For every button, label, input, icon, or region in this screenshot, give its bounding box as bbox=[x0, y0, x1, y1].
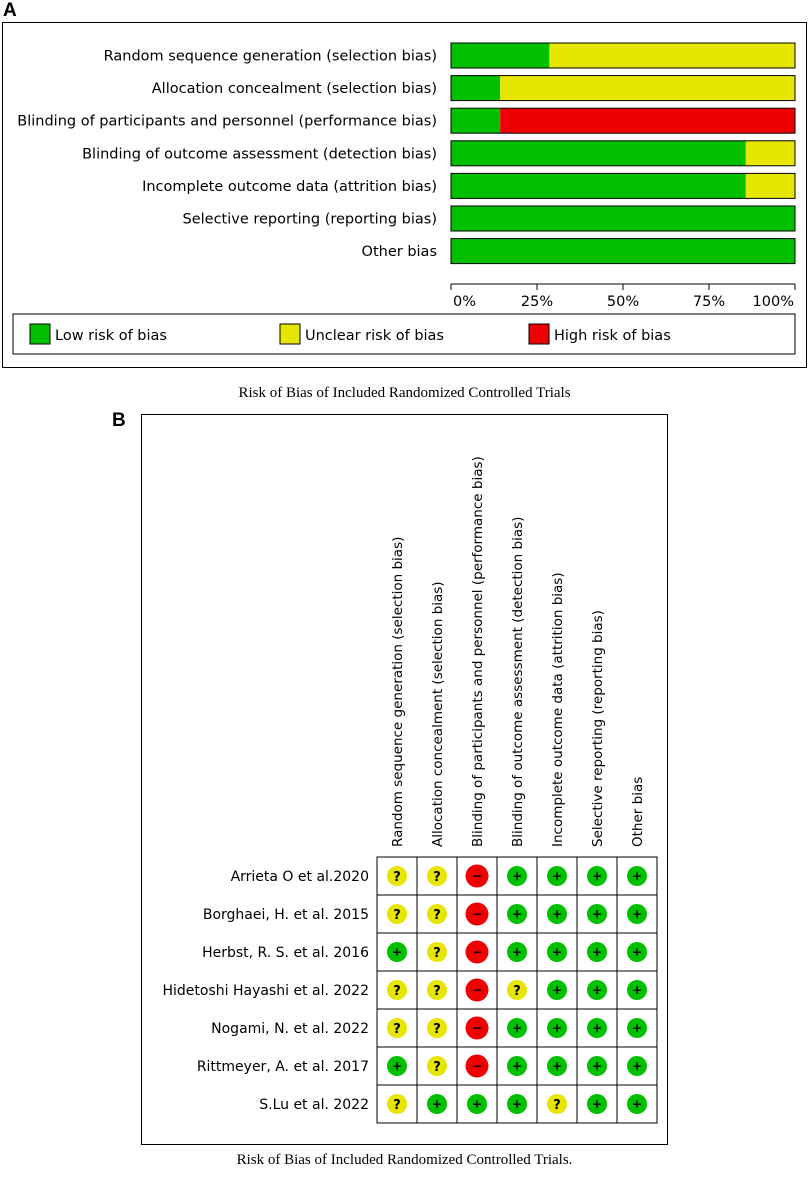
study-label-2: Borghaei, H. et al. 2015 bbox=[202, 907, 369, 923]
rating-symbol-r5-c5: + bbox=[551, 1021, 563, 1035]
category-label-5: Incomplete outcome data (attrition bias) bbox=[142, 178, 437, 195]
rating-symbol-r4-c6: + bbox=[591, 983, 603, 997]
panel-a-letter: A bbox=[3, 0, 17, 21]
rating-symbol-r6-c1: + bbox=[391, 1059, 403, 1073]
rating-symbol-r3-c6: + bbox=[591, 945, 603, 959]
rating-symbol-r1-c3: − bbox=[471, 869, 483, 883]
column-header-4: Blinding of outcome assessment (detection bias) bbox=[510, 516, 526, 847]
column-header-5: Incomplete outcome data (attrition bias) bbox=[550, 572, 566, 847]
rating-symbol-r2-c4: + bbox=[511, 907, 523, 921]
rating-symbol-r7-c4: + bbox=[511, 1097, 523, 1111]
x-tick-label-1: 0% bbox=[453, 294, 477, 310]
study-label-1: Arrieta O et al.2020 bbox=[230, 869, 369, 885]
legend-swatch-high-risk-of-bias bbox=[529, 324, 549, 344]
rating-symbol-r3-c3: − bbox=[471, 945, 483, 959]
rating-symbol-r6-c7: + bbox=[631, 1059, 643, 1073]
rating-symbol-r2-c5: + bbox=[551, 907, 563, 921]
rating-symbol-r4-c2: ? bbox=[433, 984, 441, 999]
bar-unclear-risk-of-bias-row-5 bbox=[746, 173, 795, 198]
rating-symbol-r5-c6: + bbox=[591, 1021, 603, 1035]
rating-symbol-r1-c5: + bbox=[551, 869, 563, 883]
column-header-3: Blinding of participants and personnel (performance bias) bbox=[470, 456, 486, 847]
column-header-2: Allocation concealment (selection bias) bbox=[430, 581, 446, 847]
risk-of-bias-graph-table bbox=[142, 415, 667, 1144]
rating-symbol-r3-c7: + bbox=[631, 945, 643, 959]
rating-symbol-r1-c2: ? bbox=[433, 870, 441, 885]
panel-a-caption: Risk of Bias of Included Randomized Controlled Trials bbox=[238, 385, 571, 401]
bar-low-risk-of-bias-row-7 bbox=[451, 239, 795, 264]
legend-label-high-risk-of-bias: High risk of bias bbox=[554, 328, 671, 344]
column-header-1: Random sequence generation (selection bias) bbox=[390, 536, 406, 847]
category-label-4: Blinding of outcome assessment (detection bias) bbox=[82, 146, 437, 163]
study-label-3: Herbst, R. S. et al. 2016 bbox=[202, 945, 369, 961]
rating-symbol-r5-c7: + bbox=[631, 1021, 643, 1035]
rating-symbol-r1-c4: + bbox=[511, 869, 523, 883]
rating-symbol-r7-c3: + bbox=[471, 1097, 483, 1111]
rating-symbol-r2-c6: + bbox=[591, 907, 603, 921]
category-label-7: Other bias bbox=[361, 244, 437, 261]
bar-low-risk-of-bias-row-2 bbox=[451, 76, 500, 101]
rating-symbol-r2-c3: − bbox=[471, 907, 483, 921]
panel-a-frame bbox=[2, 22, 807, 368]
rating-symbol-r7-c7: + bbox=[631, 1097, 643, 1111]
x-tick-label-3: 50% bbox=[606, 294, 640, 310]
legend-swatch-low-risk-of-bias bbox=[30, 324, 50, 344]
rating-symbol-r1-c6: + bbox=[591, 869, 603, 883]
rating-symbol-r3-c2: ? bbox=[433, 946, 441, 961]
legend-label-unclear-risk-of-bias: Unclear risk of bias bbox=[305, 328, 444, 344]
rating-symbol-r5-c1: ? bbox=[393, 1022, 401, 1037]
bar-low-risk-of-bias-row-5 bbox=[451, 173, 746, 198]
bar-unclear-risk-of-bias-row-4 bbox=[746, 141, 795, 166]
rating-symbol-r4-c5: + bbox=[551, 983, 563, 997]
rating-symbol-r3-c1: + bbox=[391, 945, 403, 959]
study-label-4: Hidetoshi Hayashi et al. 2022 bbox=[162, 983, 369, 999]
rating-symbol-r4-c4: ? bbox=[513, 984, 521, 999]
bar-low-risk-of-bias-row-6 bbox=[451, 206, 795, 231]
rating-symbol-r1-c7: + bbox=[631, 869, 643, 883]
rating-symbol-r7-c6: + bbox=[591, 1097, 603, 1111]
rating-symbol-r2-c1: ? bbox=[393, 908, 401, 923]
panel-b-frame bbox=[141, 414, 668, 1145]
rating-symbol-r5-c2: ? bbox=[433, 1022, 441, 1037]
rating-symbol-r6-c5: + bbox=[551, 1059, 563, 1073]
rating-symbol-r1-c1: ? bbox=[393, 870, 401, 885]
column-header-6: Selective reporting (reporting bias) bbox=[590, 610, 606, 847]
rating-symbol-r3-c4: + bbox=[511, 945, 523, 959]
x-tick-label-4: 75% bbox=[692, 294, 726, 310]
study-label-7: S.Lu et al. 2022 bbox=[259, 1097, 369, 1113]
rating-symbol-r6-c4: + bbox=[511, 1059, 523, 1073]
category-label-2: Allocation concealment (selection bias) bbox=[151, 81, 437, 98]
rating-symbol-r4-c7: + bbox=[631, 983, 643, 997]
risk-of-bias-summary-chart bbox=[3, 23, 806, 367]
legend-label-low-risk-of-bias: Low risk of bias bbox=[55, 328, 167, 344]
rating-symbol-r5-c4: + bbox=[511, 1021, 523, 1035]
rating-symbol-r7-c5: ? bbox=[553, 1098, 561, 1113]
rating-symbol-r4-c1: ? bbox=[393, 984, 401, 999]
category-label-3: Blinding of participants and personnel (performance bias) bbox=[17, 113, 437, 130]
study-label-6: Rittmeyer, A. et al. 2017 bbox=[196, 1059, 369, 1075]
rating-symbol-r6-c3: − bbox=[471, 1059, 483, 1073]
bar-unclear-risk-of-bias-row-2 bbox=[500, 76, 795, 101]
legend-swatch-unclear-risk-of-bias bbox=[280, 324, 300, 344]
bar-low-risk-of-bias-row-3 bbox=[451, 108, 500, 133]
rating-symbol-r2-c7: + bbox=[631, 907, 643, 921]
rating-symbol-r7-c2: + bbox=[431, 1097, 443, 1111]
rating-symbol-r5-c3: − bbox=[471, 1021, 483, 1035]
rating-symbol-r6-c6: + bbox=[591, 1059, 603, 1073]
panel-b-caption: Risk of Bias of Included Randomized Controlled Trials. bbox=[236, 1152, 573, 1168]
study-label-5: Nogami, N. et al. 2022 bbox=[211, 1021, 369, 1037]
category-label-1: Random sequence generation (selection bias) bbox=[103, 48, 437, 65]
x-tick-label-5: 100% bbox=[752, 294, 794, 310]
category-label-6: Selective reporting (reporting bias) bbox=[182, 211, 437, 228]
bar-high-risk-of-bias-row-3 bbox=[500, 108, 795, 133]
rating-symbol-r4-c3: − bbox=[471, 983, 483, 997]
rating-symbol-r7-c1: ? bbox=[393, 1098, 401, 1113]
rating-symbol-r2-c2: ? bbox=[433, 908, 441, 923]
rating-symbol-r6-c2: ? bbox=[433, 1060, 441, 1075]
x-tick-label-2: 25% bbox=[520, 294, 554, 310]
bar-low-risk-of-bias-row-4 bbox=[451, 141, 746, 166]
bar-low-risk-of-bias-row-1 bbox=[451, 43, 549, 68]
bar-unclear-risk-of-bias-row-1 bbox=[549, 43, 795, 68]
rating-symbol-r3-c5: + bbox=[551, 945, 563, 959]
column-header-7: Other bias bbox=[630, 776, 646, 847]
panel-b-letter: B bbox=[112, 410, 126, 431]
